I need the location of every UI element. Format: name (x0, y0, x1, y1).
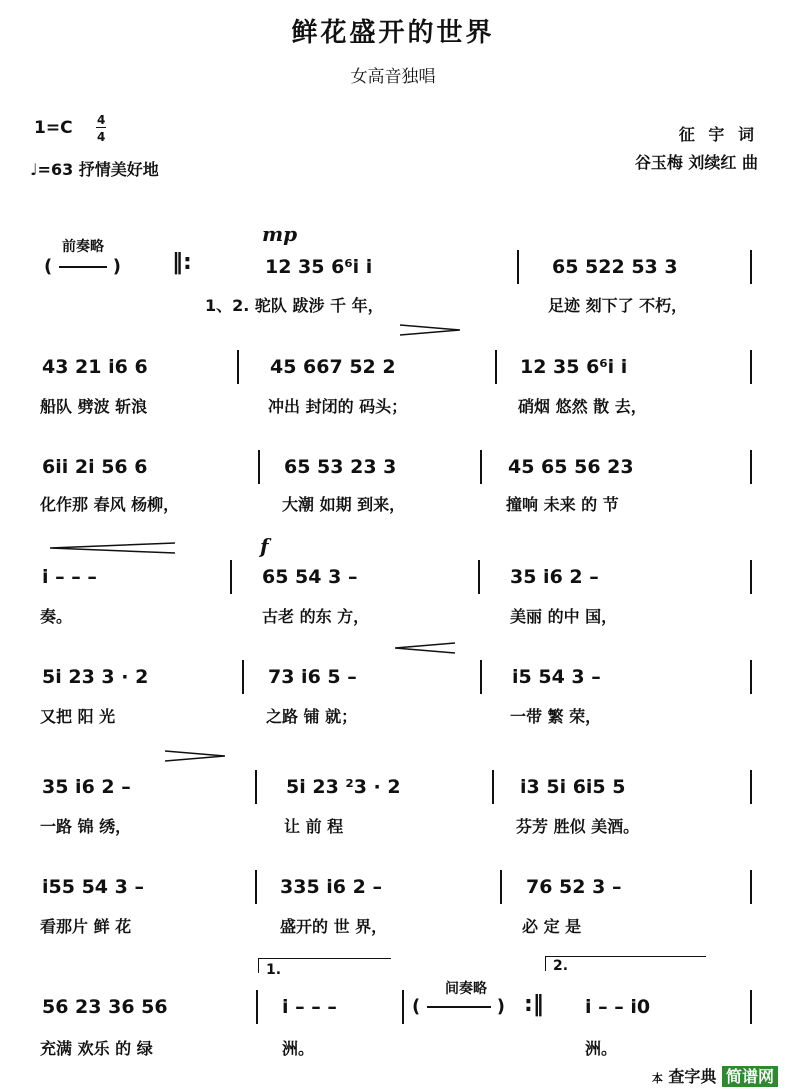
tempo-marking: ♩=63 抒情美好地 (30, 160, 159, 179)
watermark-brand: 查字典 (668, 1067, 717, 1086)
repeat-end-sign: :‖ (524, 992, 544, 1017)
barline (517, 250, 519, 284)
interlude-bracket: ( ) (412, 996, 505, 1017)
lyrics: 必 定 是 (522, 917, 582, 936)
notes: 65 54 3 – (262, 566, 358, 588)
lyrics: 一路 锦 绣， (40, 817, 132, 836)
crescendo-mark (50, 540, 175, 554)
barline (258, 450, 260, 484)
decrescendo-mark (165, 748, 225, 762)
watermark (652, 1064, 778, 1087)
composer: 谷玉梅 刘续红 曲 (634, 153, 758, 172)
lyrics: 船队 劈波 斩浪 (40, 397, 148, 416)
barline (255, 770, 257, 804)
watermark-site: 简谱网 (722, 1066, 778, 1087)
lyrics: 奏。 (40, 607, 73, 626)
barline (255, 870, 257, 904)
notes: i – – – (282, 996, 337, 1018)
lyrics: 之路 铺 就； (266, 707, 358, 726)
notes: i5 54 3 – (512, 666, 601, 688)
lyrics: 让 前 程 (284, 817, 344, 836)
barline (492, 770, 494, 804)
crescendo-mark (395, 640, 455, 654)
lyrics: 1、2. 驼队 跋涉 千 年， (205, 296, 384, 315)
barline (750, 660, 752, 694)
lyrics: 美丽 的中 国， (510, 607, 618, 626)
lyrics: 硝烟 悠然 散 去， (518, 397, 647, 416)
barline (750, 250, 752, 284)
notes: 35 i6 2 – (510, 566, 599, 588)
time-signature-top: 4 (97, 113, 106, 127)
notes: 56 23 36 56 (42, 996, 168, 1018)
prelude-label: 前奏略 (62, 239, 104, 255)
notes: 12 35 6⁶i i (265, 256, 373, 278)
watermark-small: 本 (651, 1072, 663, 1085)
notes: 45 65 56 23 (508, 456, 634, 478)
notes: 5i 23 ²3 · 2 (286, 776, 401, 798)
lyrics: 足迹 刻下了 不朽， (548, 296, 688, 315)
lyrics: 一带 繁 荣， (510, 707, 602, 726)
notes: 12 35 6⁶i i (520, 356, 628, 378)
prelude-bracket: ( ) (44, 256, 121, 277)
lyrics: 洲。 (585, 1039, 618, 1058)
barline (242, 660, 244, 694)
notes: 5i 23 3 · 2 (42, 666, 149, 688)
time-signature-line (96, 127, 106, 128)
song-title: 鲜花盛开的世界 (291, 18, 495, 48)
barline (480, 450, 482, 484)
barline (230, 560, 232, 594)
notes: 76 52 3 – (526, 876, 622, 898)
barline (237, 350, 239, 384)
notes: 73 i6 5 – (268, 666, 357, 688)
barline (480, 660, 482, 694)
barline (256, 990, 258, 1024)
dynamic-mp: mp (262, 222, 298, 246)
notes: 43 21 i6 6 (42, 356, 148, 378)
barline (750, 990, 752, 1024)
notes: 45 667 52 2 (270, 356, 396, 378)
time-signature-bottom: 4 (97, 130, 106, 144)
barline (750, 770, 752, 804)
notes: i – – i0 (585, 996, 651, 1018)
barline (750, 450, 752, 484)
barline (750, 560, 752, 594)
barline (402, 990, 404, 1024)
volta-number-2: 2. (553, 958, 569, 974)
notes: 65 522 53 3 (552, 256, 678, 278)
lyrics: 冲出 封闭的 码头； (268, 397, 408, 416)
lyrics: 洲。 (282, 1039, 315, 1058)
volta-bracket-2 (545, 956, 706, 971)
lyrics: 盛开的 世 界， (280, 917, 388, 936)
interlude-label: 间奏略 (445, 981, 487, 997)
lyrics: 芬芳 胜似 美酒。 (516, 817, 640, 836)
barline (750, 350, 752, 384)
lyricist: 征 宇 词 (678, 125, 758, 144)
subtitle: 女高音独唱 (350, 67, 436, 87)
notes: i55 54 3 – (42, 876, 144, 898)
lyrics: 撞响 未来 的 节 (506, 495, 619, 514)
notes: i3 5i 6i5 5 (520, 776, 626, 798)
decrescendo-mark (400, 322, 460, 336)
notes: 65 53 23 3 (284, 456, 397, 478)
notes: 335 i6 2 – (280, 876, 382, 898)
notes: 35 i6 2 – (42, 776, 131, 798)
key-signature: 1=C (34, 118, 73, 138)
lyrics: 古老 的东 方， (262, 607, 370, 626)
notes: i – – – (42, 566, 97, 588)
barline (750, 870, 752, 904)
lyrics: 充满 欢乐 的 绿 (40, 1039, 153, 1058)
volta-number-1: 1. (266, 962, 282, 978)
lyrics: 化作那 春风 杨柳， (40, 495, 180, 514)
dynamic-f: f (260, 534, 269, 558)
barline (478, 560, 480, 594)
barline (500, 870, 502, 904)
repeat-start-sign: ‖: (172, 250, 192, 275)
notes: 6ii 2i 56 6 (42, 456, 148, 478)
lyrics: 大潮 如期 到来， (282, 495, 406, 514)
lyrics: 看那片 鲜 花 (40, 917, 132, 936)
lyrics: 又把 阳 光 (40, 707, 116, 726)
barline (495, 350, 497, 384)
